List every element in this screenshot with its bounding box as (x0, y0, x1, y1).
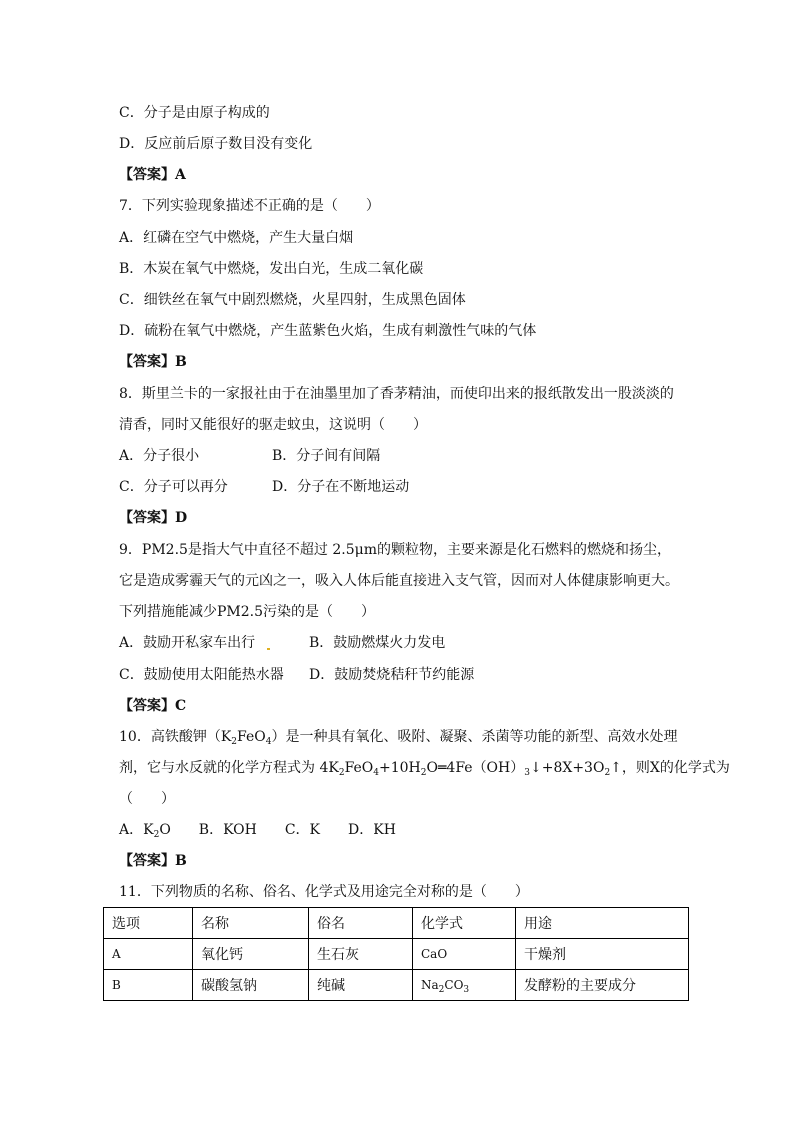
question-8-line1: 8．斯里兰卡的一家报社由于在油墨里加了香茅精油，而使印出来的报纸散发出一股淡淡的 (119, 386, 674, 402)
stray-mark (267, 648, 270, 650)
substance-table (103, 907, 689, 1001)
question-9-line2: 它是造成雾霾天气的元凶之一，吸入人体后能直接进入支气管，因而对人体健康影响更大。 (119, 573, 679, 589)
question-9-line3: 下列措施能减少PM2.5污染的是（ ） (119, 604, 376, 620)
q8-option-d: D．分子在不断地运动 (272, 479, 410, 495)
q9-option-a: A．鼓励开私家车出行 (119, 635, 256, 651)
table-cell: B (104, 970, 193, 1001)
table-row (104, 970, 689, 1001)
question-8-line2: 清香，同时又能很好的驱走蚊虫，这说明（ ） (119, 417, 427, 433)
option-d-prev: D．反应前后原子数目没有变化 (119, 136, 313, 152)
q7-option-d: D．硫粉在氧气中燃烧，产生蓝紫色火焰，生成有刺激性气味的气体 (119, 323, 537, 339)
answer-7: 【答案】B (119, 354, 187, 370)
question-9-line1: 9．PM2.5是指大气中直径不超过 2.5μm的颗粒物，主要来源是化石燃料的燃烧和扬尘， (119, 542, 672, 558)
q9-option-c: C．鼓励使用太阳能热水器 (119, 667, 284, 683)
table-header: 用途 (516, 908, 689, 939)
question-10-line2: 剂，它与水反就的化学方程式为 $4K_2FeO_4+10H_2O═4Fe(OH)_3↓+8X+3O_2↑$，则X的化学式为 (119, 760, 730, 778)
q8-option-c: C．分子可以再分 (119, 479, 228, 495)
q8-option-b: B．分子间有间隔 (272, 448, 381, 464)
answer-9: 【答案】C (119, 698, 187, 714)
option-c-prev: C．分子是由原子构成的 (119, 105, 270, 121)
answer-prev: 【答案】A (119, 167, 186, 183)
question-10-line3: （ ） (119, 791, 175, 807)
q7-option-b: B．木炭在氧气中燃烧，发出白光，生成二氧化碳 (119, 261, 424, 277)
q10-options: A．$K_2O$ B．KOH C．K D．KH (119, 822, 396, 840)
question-11: 11．下列物质的名称、俗名、化学式及用途完全对称的是（ ） (119, 884, 529, 900)
table-cell: A (104, 939, 193, 970)
table-header: 名称 (193, 908, 309, 939)
answer-8: 【答案】D (119, 510, 188, 526)
table-cell: CaO (413, 939, 516, 970)
question-10-line1: 10．高铁酸钾$(K_2FeO_4)$是一种具有氧化、吸附、凝聚、杀菌等功能的新型、高效水处理 (119, 729, 678, 747)
answer-10: 【答案】B (119, 853, 187, 869)
q8-option-a: A．分子很小 (119, 448, 200, 464)
table-cell: $Na_2CO_3$ (413, 970, 516, 1001)
table-cell: 生石灰 (309, 939, 413, 970)
table-header: 选项 (104, 908, 193, 939)
table-header: 俗名 (309, 908, 413, 939)
table-header: 化学式 (413, 908, 516, 939)
table-cell: 发酵粉的主要成分 (516, 970, 689, 1001)
table-cell: 氧化钙 (193, 939, 309, 970)
table-cell: 碳酸氢钠 (193, 970, 309, 1001)
q9-option-d: D．鼓励焚烧秸秆节约能源 (309, 667, 475, 683)
table-cell: 纯碱 (309, 970, 413, 1001)
question-7: 7．下列实验现象描述不正确的是（ ） (119, 198, 380, 214)
q9-option-b: B．鼓励燃煤火力发电 (309, 635, 446, 651)
table-header-row (104, 908, 689, 939)
table-row (104, 939, 689, 970)
q7-option-c: C．细铁丝在氧气中剧烈燃烧，火星四射，生成黑色固体 (119, 292, 466, 308)
q7-option-a: A．红磷在空气中燃烧，产生大量白烟 (119, 230, 354, 246)
table-cell: 干燥剂 (516, 939, 689, 970)
